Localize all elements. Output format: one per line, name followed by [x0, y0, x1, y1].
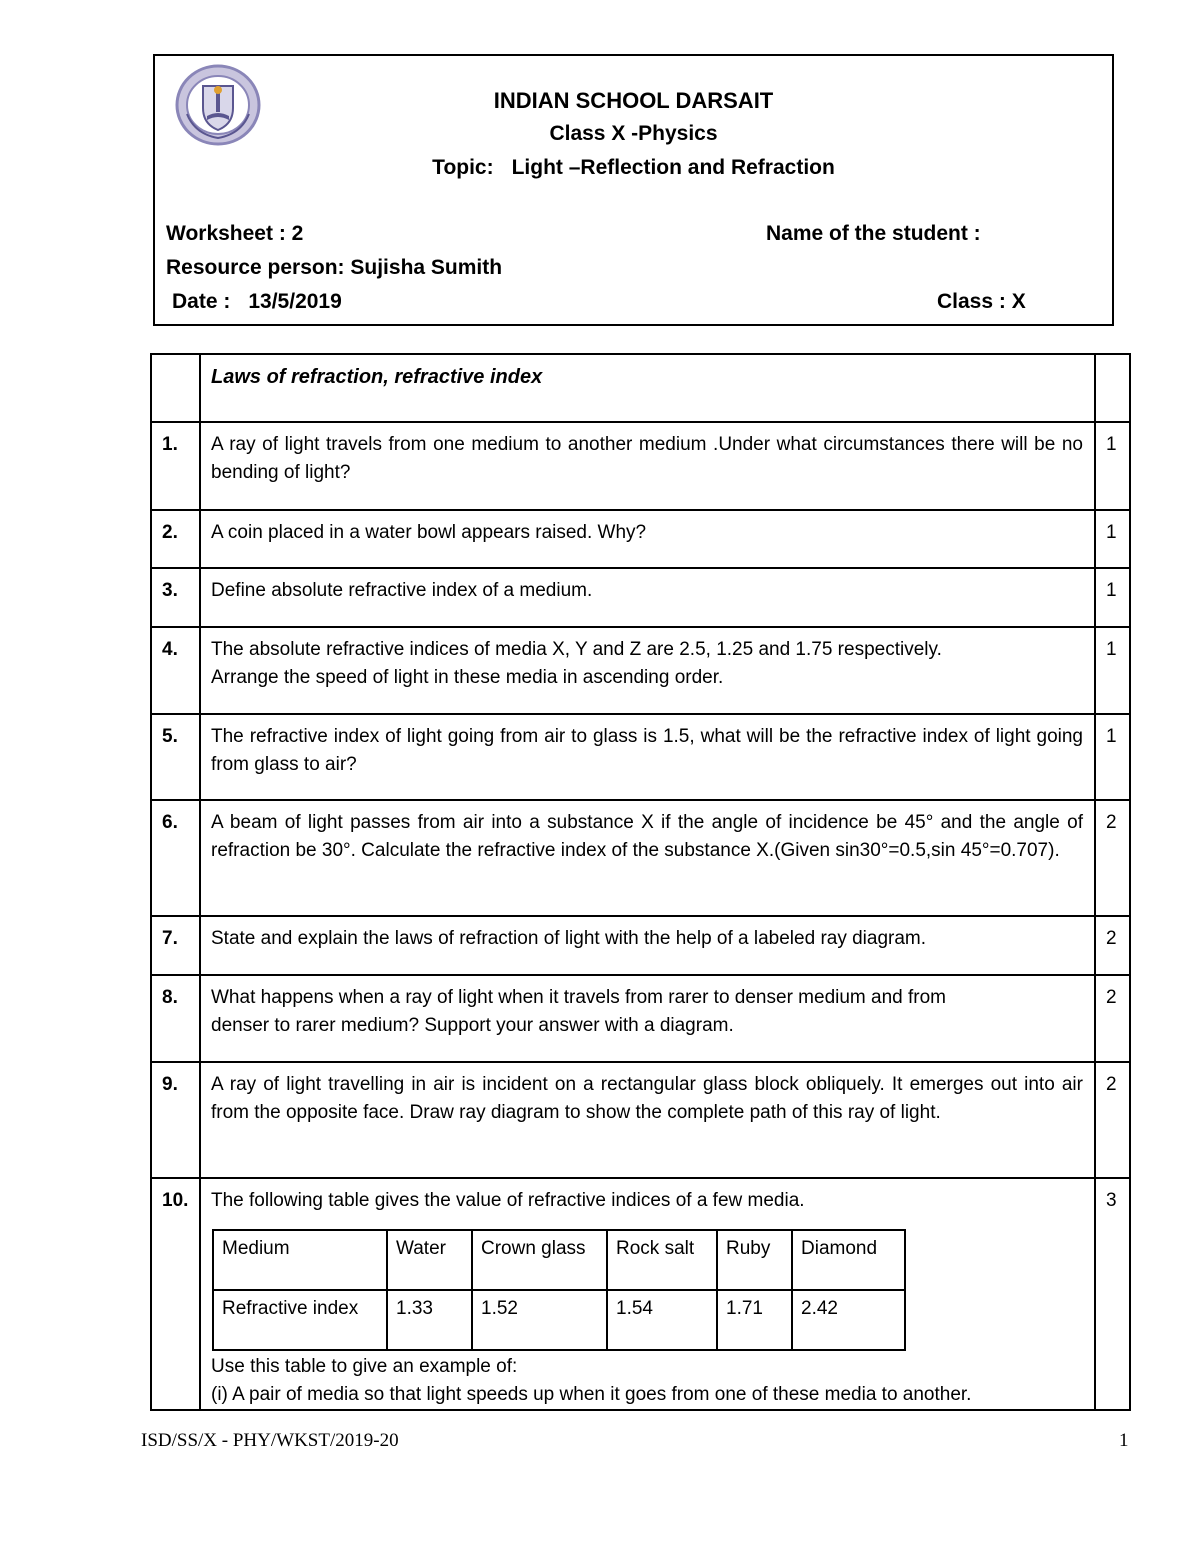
question-number: 7.	[151, 916, 200, 975]
media-value-cell: 1.71	[717, 1290, 792, 1350]
footer-document-code: ISD/SS/X - PHY/WKST/2019-20	[141, 1430, 399, 1451]
school-name: INDIAN SCHOOL DARSAIT	[493, 88, 774, 113]
question-number: 2.	[151, 510, 200, 568]
media-value-row	[213, 1290, 905, 1350]
question-text-line: denser to rarer medium? Support your answer with a diagram.	[211, 1015, 734, 1036]
media-header-cell: Ruby	[717, 1230, 792, 1290]
question-text-line: Arrange the speed of light in these media in ascending order.	[211, 667, 724, 688]
question-row	[151, 975, 1130, 1062]
question-row	[151, 422, 1130, 510]
question-row	[151, 800, 1130, 916]
question-text-line: What happens when a ray of light when it travels from rarer to denser medium and from	[211, 987, 947, 1008]
worksheet-number: Worksheet : 2	[166, 222, 304, 245]
class-subject: Class X -Physics	[549, 122, 718, 145]
topic-value: Light –Reflection and Refraction	[511, 156, 835, 179]
question-text	[200, 975, 1095, 1062]
date-label: Date :	[172, 290, 231, 313]
date-value: 13/5/2019	[248, 290, 342, 313]
media-value-cell: 1.52	[472, 1290, 607, 1350]
question-subpart: (i) A pair of media so that light speeds up when it goes from one of these media to another.	[211, 1384, 972, 1405]
media-value-cell: 2.42	[792, 1290, 905, 1350]
question-number: 8.	[151, 975, 200, 1062]
section-marks-cell	[1095, 354, 1130, 422]
question-text: A coin placed in a water bowl appears raised. Why?	[200, 510, 1095, 568]
media-value-cell: 1.33	[387, 1290, 472, 1350]
question-marks: 1	[1095, 510, 1130, 568]
resource-person: Resource person: Sujisha Sumith	[166, 256, 503, 279]
questions-table	[150, 353, 1131, 1411]
question-row	[151, 568, 1130, 627]
question-row	[151, 714, 1130, 800]
refractive-index-table	[212, 1229, 906, 1351]
media-header-cell: Diamond	[792, 1230, 905, 1290]
question-number: 5.	[151, 714, 200, 800]
media-value-cell: Refractive index	[213, 1290, 387, 1350]
question-marks: 3	[1095, 1178, 1130, 1410]
media-header-cell: Medium	[213, 1230, 387, 1290]
question-text-line: The absolute refractive indices of media X, Y and Z are 2.5, 1.25 and 1.75 respectively.	[211, 639, 942, 660]
question-text	[200, 627, 1095, 714]
class-label: Class : X	[937, 290, 1026, 313]
media-header-row	[213, 1230, 905, 1290]
question-marks: 2	[1095, 1062, 1130, 1178]
media-header-cell: Crown glass	[472, 1230, 607, 1290]
question-text-cell	[200, 1178, 1095, 1410]
question-text: The following table gives the value of refractive indices of a few media.	[211, 1190, 805, 1211]
question-text: A ray of light travels from one medium to another medium .Under what circumstances there will be no bending of light?	[200, 422, 1095, 510]
question-number: 4.	[151, 627, 200, 714]
footer-page-number: 1	[1119, 1430, 1129, 1451]
question-marks: 1	[1095, 627, 1130, 714]
question-marks: 1	[1095, 422, 1130, 510]
question-number: 9.	[151, 1062, 200, 1178]
question-row	[151, 916, 1130, 975]
question-number: 1.	[151, 422, 200, 510]
section-num-cell	[151, 354, 200, 422]
question-text: A beam of light passes from air into a substance X if the angle of incidence be 45° and the angle of refraction be 30°. Calculate the refractive index of the substance X.(Given sin30°=0.5,sin 45°=0.707).	[200, 800, 1095, 916]
worksheet-header	[153, 54, 1114, 326]
question-number: 10.	[151, 1178, 200, 1410]
question-text: State and explain the laws of refraction of light with the help of a labeled ray diagram.	[200, 916, 1095, 975]
question-marks: 2	[1095, 800, 1130, 916]
question-text: A ray of light travelling in air is incident on a rectangular glass block obliquely. It emerges out into air from the opposite face. Draw ray diagram to show the complete path of this ray of light.	[200, 1062, 1095, 1178]
media-header-cell: Rock salt	[607, 1230, 717, 1290]
question-followup: Use this table to give an example of:	[211, 1356, 518, 1377]
question-text: The refractive index of light going from air to glass is 1.5, what will be the refractive index of light going from glass to air?	[200, 714, 1095, 800]
media-header-cell: Water	[387, 1230, 472, 1290]
question-text: Define absolute refractive index of a medium.	[200, 568, 1095, 627]
question-row	[151, 1062, 1130, 1178]
question-row	[151, 1178, 1130, 1410]
student-name-label: Name of the student :	[766, 222, 981, 245]
topic-label: Topic:	[432, 156, 494, 179]
question-marks: 2	[1095, 975, 1130, 1062]
topic-line	[155, 156, 1112, 180]
media-value-cell: 1.54	[607, 1290, 717, 1350]
section-title: Laws of refraction, refractive index	[211, 366, 543, 388]
question-marks: 2	[1095, 916, 1130, 975]
worksheet-date	[172, 290, 342, 314]
question-number: 3.	[151, 568, 200, 627]
question-number: 6.	[151, 800, 200, 916]
question-marks: 1	[1095, 714, 1130, 800]
question-marks: 1	[1095, 568, 1130, 627]
question-row	[151, 627, 1130, 714]
question-row	[151, 510, 1130, 568]
section-title-cell	[200, 354, 1095, 422]
section-row	[151, 354, 1130, 422]
